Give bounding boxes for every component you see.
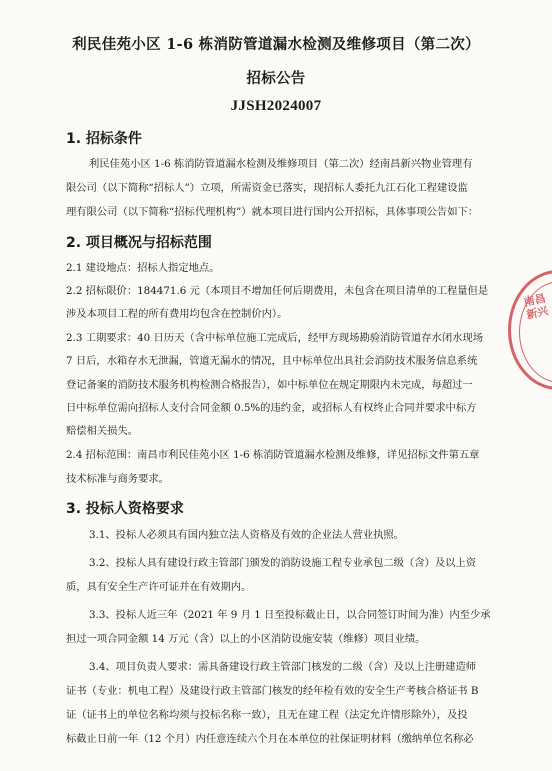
section-1-line: 限公司（以下简称“招标人”）立项，所需资金已落实，现招标人委托九江石化工程建设监 [66,182,468,194]
section-3-line: 3.2、投标人具有建设行政主管部门颁发的消防设施工程专业承包二级（含）及以上资 [89,557,477,569]
document-title: 利民佳苑小区 1-6 栋消防管道漏水检测及维修项目（第二次） [72,36,480,53]
document-subtitle: 招标公告 [246,70,306,87]
section-2-line: 登记备案的消防技术服务机构检测合格报告），如中标单位在规定期限内未完成，每超过一 [66,379,473,391]
section-3-line: 担过一项合同金额 14 万元（含）以上的小区消防设施安装（维修）项目业绩。 [66,633,426,645]
section-3-line: 3.1、投标人必须具有国内独立法人资格及有效的企业法人营业执照。 [89,529,404,541]
section-2-line: 涉及本项目工程的所有费用均包含在控制价内）。 [66,308,288,320]
section-2-line: 2.2 招标限价：184471.6 元（本项目不增加任何后期费用，未包含在项目清单的工程量但是 [66,285,489,297]
document-code: JJSH2024007 [230,98,322,114]
section-2-line: 技术标准与商务要求。 [66,473,169,485]
section-2-line: 7 日后，水箱存水无泄漏，管道无漏水的情况，且中标单位出具社会消防技术服务信息系统 [66,355,478,367]
section-3-line: 标截止日前一年（12 个月）内任意连续六个月在本单位的社保证明材料（缴纳单位名称必 [66,733,474,745]
section-3-line: 3.4、项目负责人要求：需具备建设行政主管部门核发的二级（含）及以上注册建造师 [89,661,477,673]
section-3-line: 质，具有安全生产许可证并在有效期内。 [66,581,252,593]
section-2-line: 赔偿相关损失。 [66,425,139,437]
seal-text: 南昌新兴 [522,291,550,322]
section-2-line: 2.1 建设地点：招标人指定地点。 [66,262,220,274]
section-3-line: 证书（专业：机电工程）及建设行政主管部门核发的经年检有效的安全生产考核合格证书 B [66,685,479,697]
section-3-line: 3.3、投标人近三年（2021 年 9 月 1 日至投标截止日，以合同签订时间为准）内至少承 [89,609,491,621]
company-seal-stamp [508,270,552,390]
section-2-line: 2.3 工期要求：40 日历天（含中标单位施工完成后，经甲方现场勘验消防管道存水闭水现场 [66,332,484,344]
section-3-heading: 3. 投标人资格要求 [66,501,184,517]
section-2-line: 日中标单位需向招标人支付合同金额 0.5%的违约金，或招标人有权终止合同并要求中标方 [66,402,477,414]
section-1-line: 利民佳苑小区 1-6 栋消防管道漏水检测及维修项目（第二次）经南昌新兴物业管理有 [89,158,473,170]
section-2-heading: 2. 项目概况与招标范围 [66,235,212,251]
section-2-line: 2.4 招标范围：南昌市利民佳苑小区 1-6 栋消防管道漏水检测及维修，详见招标文件第五章 [66,449,480,461]
section-3-line: 证（证书上的单位名称均须与投标名称一致），且无在建工程（法定允许情形除外），及投 [66,709,468,721]
section-1-line: 理有限公司（以下简称“招标代理机构”）就本项目进行国内公开招标，具体事项公告如下： [66,206,479,218]
section-1-heading: 1. 招标条件 [66,131,142,147]
